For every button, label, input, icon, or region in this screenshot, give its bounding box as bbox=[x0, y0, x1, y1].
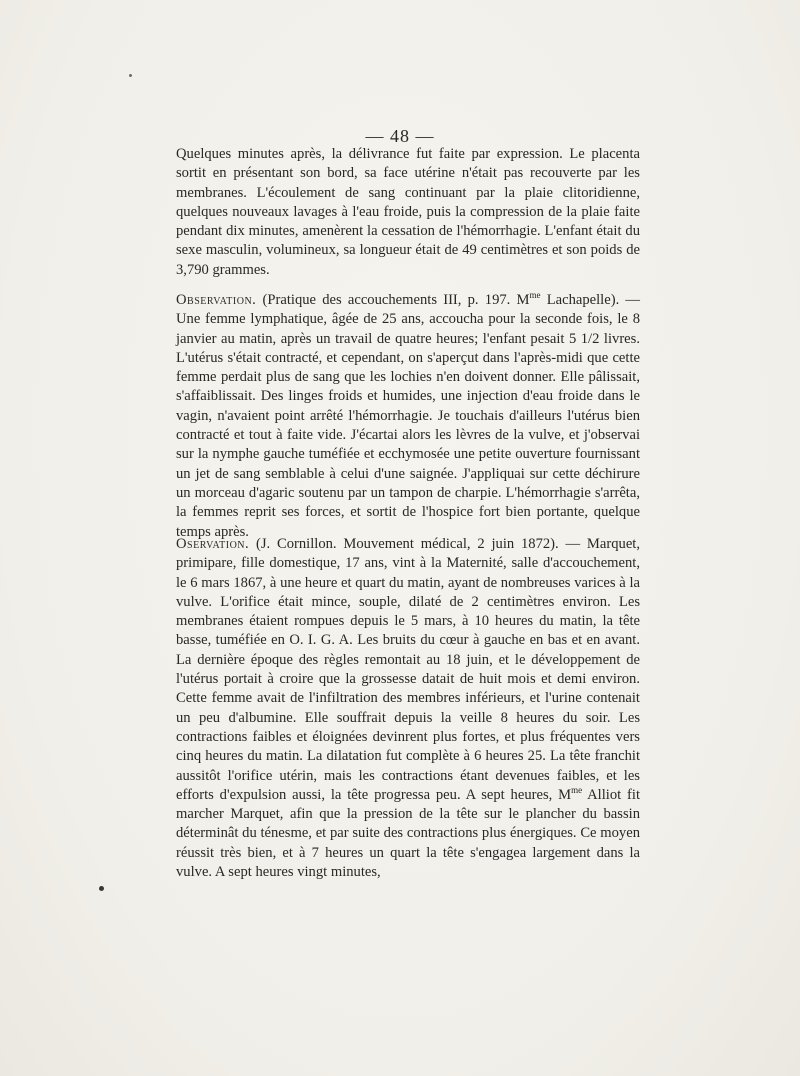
paragraph-text-part: Alliot fit marcher Marquet, afin que la pression de la tête sur le plancher du bassin déterminât du ténesme, et par suite des contractions plus énergiques. Ce moyen réussit très bien, et à 7 heures un quart la tête s'engagea largement dans la vulve. A sept heures vingt minutes, bbox=[176, 786, 641, 881]
observation-heading: Observation. bbox=[176, 292, 257, 308]
paragraph-text: Quelques minutes après, la délivrance fut faite par expression. Le placenta sortit en présentant son bord, sa face utérine n'était pas recouverte par les membranes. L'écoulement de sang continuant par la plaie clitoridienne, quelques nouveaux lavages à l'eau froide, puis la compression de la plaie faite pendant dix minutes, amenèrent la cessation de l'hémorrhagie. L'enfant était du sexe masculin, volumineux, sa longueur était de 49 centimètres et son poids de 3,790 grammes. bbox=[176, 146, 640, 278]
paragraph-text-part: (Pratique des accouchements III, p. 197. M bbox=[256, 292, 530, 308]
superscript: me bbox=[571, 785, 583, 795]
paragraph-delivery bbox=[176, 145, 640, 280]
superscript: me bbox=[529, 290, 541, 301]
paragraph-text bbox=[176, 291, 640, 542]
paragraph-observation-cornillon bbox=[176, 535, 640, 882]
paragraph-text-part: (J. Cornillon. Mouvement médical, 2 juin 1872). — Marquet, primipare, fille domestique, 17 ans, vint à la Maternité, salle d'accouchement, le 6 mars 1867, à une heure et quart du matin, ayant de nombreuses varices à la vulve. L'orifice était mince, souple, dilaté de 2 centimètres environ. Les membranes étaient rompues depuis le 5 mars, à 10 heures du matin, la tête basse, tuméfiée en O. I. G. A. Les bruits du cœur à gauche en bas et en avant. La dernière époque des règles remontait au 18 juin, et le développement de l'utérus portait à croire que la grossesse datait de huit mois et demi environ. Cette femme avait de l'infiltration des membres inférieurs, et l'urine contenait un peu d'albumine. Elle souffrait depuis la veille 8 heures du soir. Les contractions faibles et éloignées devinrent plus fortes, et plus fréquentes vers cinq heures du matin. La dilatation fut complète à 6 heures 25. La tête franchit aussitôt l'orifice utérin, mais les contractions étant devenues faibles, et les efforts d'expulsion aussi, la tête progressa peu. A sept heures, M bbox=[176, 536, 640, 803]
page-number: — 48 — bbox=[365, 126, 435, 146]
paragraph-observation-lachapelle bbox=[176, 291, 640, 542]
ink-speck bbox=[99, 886, 104, 891]
paragraph-text-part: Lachapelle). — Une femme lymphatique, âgée de 25 ans, accoucha pour la seconde fois, le 8 janvier au matin, après un travail de quatre heures; l'enfant pesait 5 1/2 livres. L'utérus s'était contracté, et cependant, on s'aperçut dans l'après-midi que cette femme perdait plus de sang que les lochies n'en doivent donner. Elle pâlissait, s'affaiblissait. Des linges froids et humides, une injection d'eau froide dans le vagin, n'avaient point arrêté l'hémorrhagie. Je touchais d'ailleurs l'utérus bien contracté et tout à faite vide. J'écartai alors les lèvres de la vulve, et j'observai sur la nymphe gauche tuméfiée et ecchymosée une petite ouverture fournissant un jet de sang semblable à celui d'une saignée. J'appliquai sur cette déchirure un morceau d'agaric soutenu par un tampon de charpie. L'hémorrhagie s'arrêta, la femmes reprit ses forces, et sortit de l'hospice fort bien portante, quelque temps après. bbox=[176, 292, 641, 540]
paragraph-text bbox=[176, 535, 640, 882]
observation-heading: Oservation. bbox=[176, 536, 250, 552]
ink-speck bbox=[129, 74, 132, 77]
